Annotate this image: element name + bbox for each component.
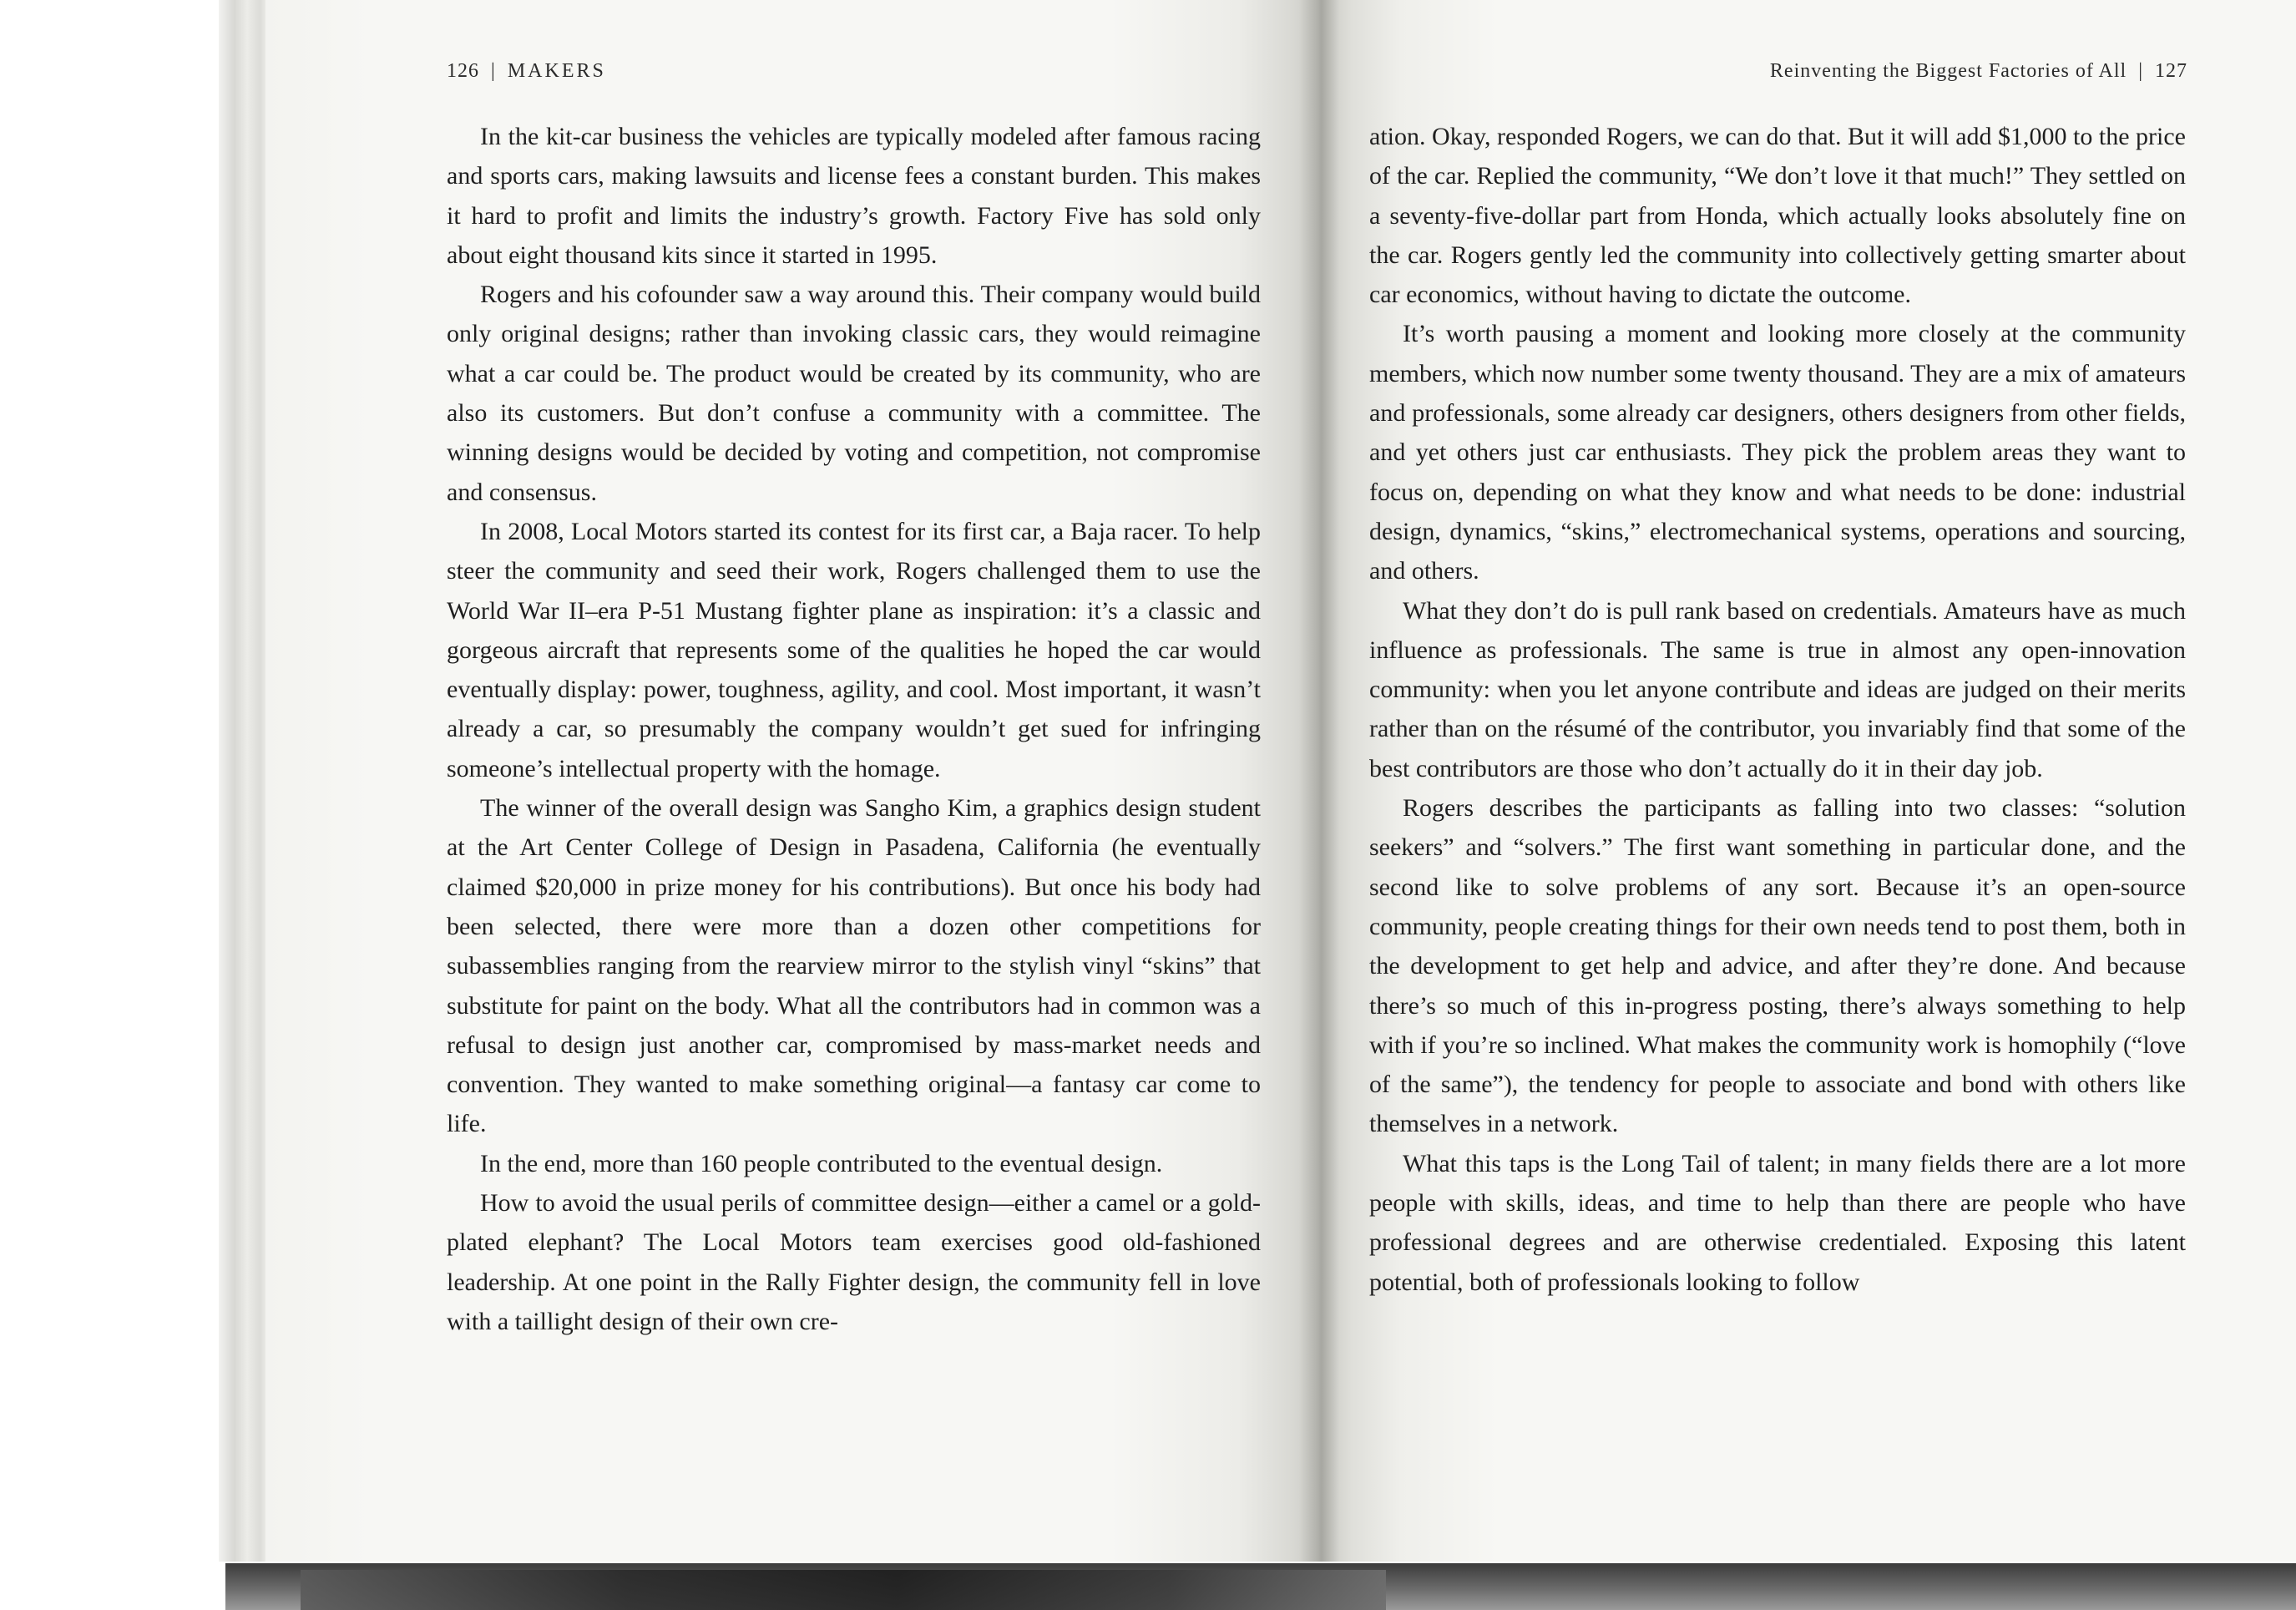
paragraph: In the kit-car business the vehicles are typically modeled after famous racing and sports cars, making lawsuits and license fees a constant burden. This makes it hard to profit and limits the industry’s growth. Factory Five has sold only about eight thousand kits since it started in 1995. <box>447 123 1261 269</box>
paragraph: Rogers describes the participants as falling into two classes: “solution seekers” and “solvers.” The first want something in particular done, and the second like to solve problems of any sort. Because it’s an open-source community, people creating things for their own needs tend to post them, both in the development to get help and advice, and after they’re done. And because there’s so much of this in-progress posting, there’s always something to help with if you’re so inclined. What makes the community work is homophily (“love of the same”), the tendency for people to associate and bond with others like themselves in a network. <box>1369 794 2186 1138</box>
left-body-text <box>447 117 1261 1341</box>
left-page-number: 126 <box>447 60 479 82</box>
paragraph: In 2008, Local Motors started its contest for its first car, a Baja racer. To help steer the community and seed their work, Rogers challenged them to use the World War II–era P-51 Mustang fighter plane as inspiration: it’s a classic and gorgeous aircraft that represents some of the qualities he hoped the car would eventually display: power, toughness, agility, and cool. Most important, it wasn’t already a car, so presumably the company wouldn’t get sued for infringing someone’s intellectual property with the homage. <box>447 517 1261 782</box>
scan-bottom-dark-band <box>301 1570 1386 1610</box>
page-edges <box>219 0 271 1562</box>
left-head-separator: | <box>491 60 496 82</box>
paragraph: What this taps is the Long Tail of talent; in many fields there are a lot more people with skills, ideas, and time to help than there are people who have professional degrees and are otherwise credentialed. Exposing this latent potential, both of professionals looking to follow <box>1369 1149 2186 1296</box>
paragraph: Rogers and his cofounder saw a way around this. Their company would build only original designs; rather than invoking classic cars, they would reimagine what a car could be. The product would be created by its community, who are also its customers. But don’t confuse a community with a committee. The winning designs would be decided by voting and competition, not compromise and consensus. <box>447 281 1261 506</box>
right-head-separator: | <box>2138 60 2143 82</box>
right-page-number: 127 <box>2155 60 2187 82</box>
paragraph: In the end, more than 160 people contributed to the eventual design. <box>480 1149 1163 1177</box>
paragraph: ation. Okay, responded Rogers, we can do that. But it will add $1,000 to the price of the car. Replied the community, “We don’t love it that much!” They settled on a seventy-five-dollar part from Honda, which actually looks absolutely fine on the car. Rogers gently led the community into collectively getting smarter about car economics, without having to dictate the outcome. <box>1369 123 2186 309</box>
paragraph: It’s worth pausing a moment and looking more closely at the community members, which now number some twenty thousand. They are a mix of amateurs and professionals, some already car designers, others designers from other fields, and yet others just car enthusiasts. They pick the problem areas they want to focus on, depending on what they know and what needs to be done: industrial design, dynamics, “skins,” electromechanical systems, operations and sourcing, and others. <box>1369 320 2186 585</box>
left-running-head <box>447 60 606 83</box>
paragraph: What they don’t do is pull rank based on credentials. Amateurs have as much influence as professionals. The same is true in almost any open-innovation community: when you let anyone contribute and ideas are judged on their merits rather than on the résumé of the contributor, you invariably find that some of the best contributors are those who don’t actually do it in their day job. <box>1369 596 2186 782</box>
paragraph: How to avoid the usual perils of committee design—either a camel or a gold-plated elephant? The Local Motors team exercises good old-fashioned leadership. At one point in the Rally Fighter design, the community fell in love with a taillight design of their own cre- <box>447 1189 1261 1335</box>
book-gutter <box>1299 0 1339 1562</box>
right-running-head <box>1770 60 2187 83</box>
right-running-title: Reinventing the Biggest Factories of All <box>1769 60 2127 82</box>
paragraph: The winner of the overall design was Sangho Kim, a graphics design student at the Art Center College of Design in Pasadena, California (he eventually claimed $20,000 in prize money for his contributions). But once his body had been selected, there were more than a dozen other competitions for subassemblies ranging from the rearview mirror to the stylish vinyl “skins” that substitute for paint on the body. What all the contributors had in common was a refusal to design just another car, compromised by mass-market needs and convention. They wanted to make something original—a fantasy car come to life. <box>447 794 1261 1138</box>
right-body-text <box>1369 117 2186 1302</box>
left-running-title: MAKERS <box>507 60 606 82</box>
